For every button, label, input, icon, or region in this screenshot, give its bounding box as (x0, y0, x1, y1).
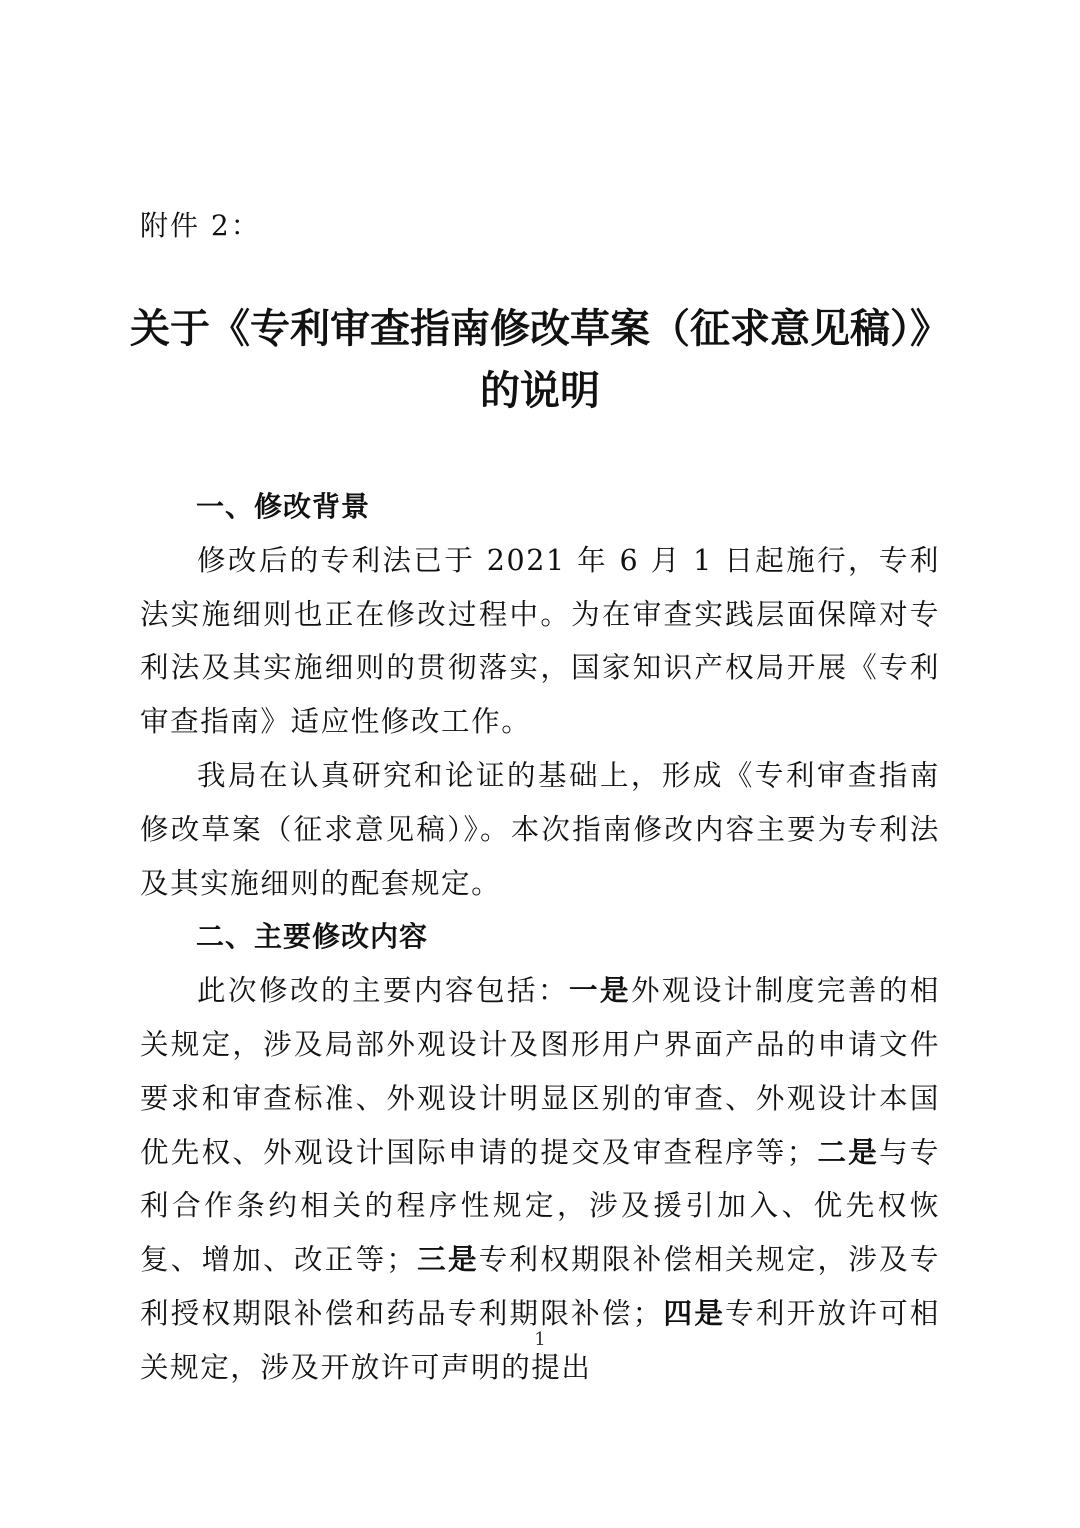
item-1-label: 一是 (568, 974, 631, 1008)
item-1-text: 外观设计制度完善的相关规定，涉及局部外观设计及图形用户界面产品的申请文件要求和审查标准、外观设计明显区别的审查、外观设计本国优先权、外观设计国际申请的提交及审查程序等； (140, 974, 940, 1169)
page-number: 1 (534, 1329, 546, 1350)
item-3-text: 专利权期限补偿相关规定，涉及专利授权期限补偿和药品专利期限补偿； (140, 1243, 940, 1330)
paragraph-background-1: 修改后的专利法已于 2021 年 6 月 1 日起施行，专利法实施细则也正在修改过程中。为在审查实践层面保障对专利法及其实施细则的贯彻落实，国家知识产权局开展《专利审查指南》适应性修改工作。 (140, 543, 940, 739)
item-2-label: 二是 (816, 1135, 880, 1169)
document-body (140, 480, 940, 1395)
attachment-label: 附件 2： (140, 209, 261, 242)
main-changes-lead: 此次修改的主要内容包括： (197, 974, 569, 1008)
item-2-text: 与专利合作条约相关的程序性规定，涉及援引加入、优先权恢复、增加、改正等； (140, 1135, 941, 1277)
item-3-label: 三是 (416, 1243, 479, 1277)
document-title-line-2: 的说明 (480, 368, 600, 414)
item-4-text: 专利开放许可相关规定，涉及开放许可声明的提出 (140, 1296, 941, 1384)
section-heading-background: 一、修改背景 (196, 490, 371, 523)
document-title-line-1: 关于《专利审查指南修改草案（征求意见稿）》 (130, 306, 950, 352)
section-heading-main-changes: 二、主要修改内容 (196, 920, 429, 954)
paragraph-background-2: 我局在认真研究和论证的基础上，形成《专利审查指南修改草案（征求意见稿）》。本次指南修改内容主要为专利法及其实施细则的配套规定。 (140, 758, 940, 900)
item-4-label: 四是 (662, 1296, 726, 1330)
